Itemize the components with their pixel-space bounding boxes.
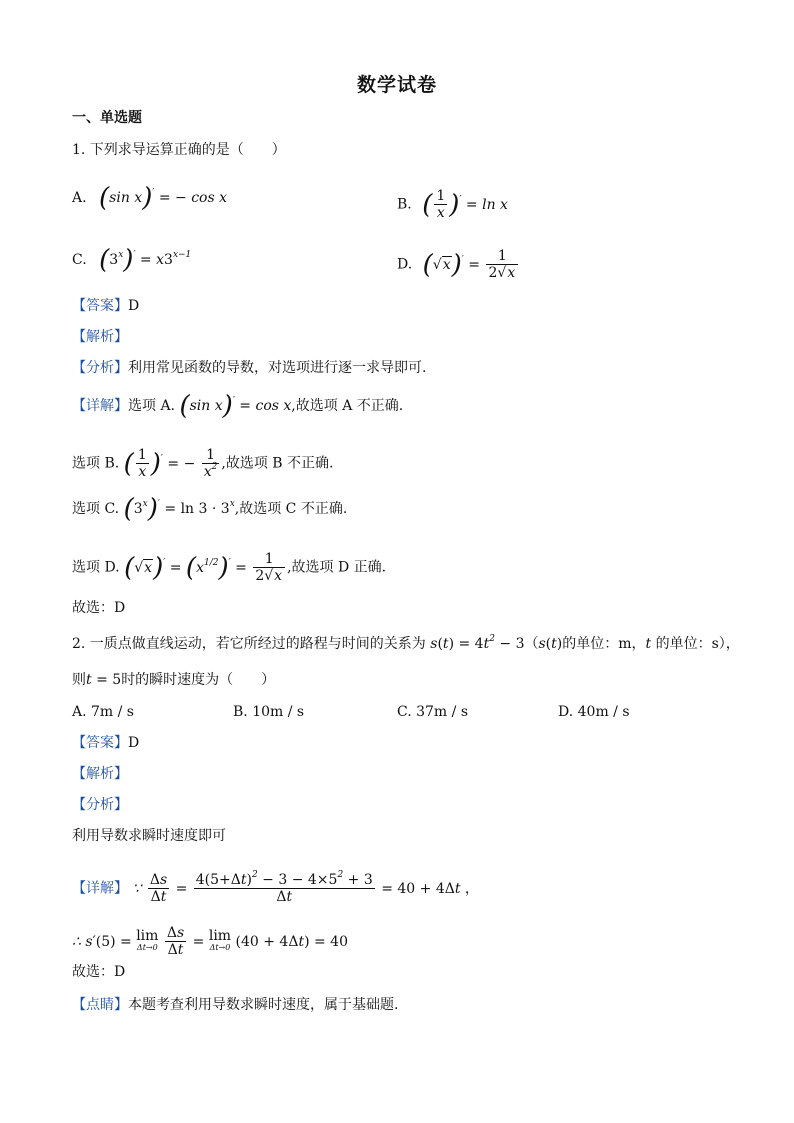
- q1-answer: [72, 296, 139, 316]
- q1-option-d-label: D.: [397, 256, 413, 273]
- q2-stem-unit: 的单位：m，: [562, 636, 646, 652]
- q1-analysis-tag: 【解析】: [72, 329, 128, 345]
- q1-option-a-label: A.: [72, 190, 87, 206]
- q1-option-c: C. $(3^x)' = x3^{x-1}$: [72, 245, 192, 275]
- q1-detail-a-post: ,故选项 A 不正确.: [291, 398, 404, 414]
- q1-option-a: A. (sin x)′ = − cos x: [72, 183, 228, 213]
- q2-choice: 故选：D: [72, 964, 126, 980]
- q1-detail-b-post: ,故选项 B 不正确.: [221, 455, 334, 472]
- q2-option-c: C. 37m / s: [397, 704, 469, 720]
- q1-detail-tag: 【详解】: [72, 398, 128, 414]
- q1-option-d: D. (√x)′ = $\frac{1}{2√x}$: [397, 248, 520, 281]
- q1-detail-b: 选项 B. ( $\frac{1}{x}$ )′ = − $\frac{1}{x^2}$ ,故选项 B 不正确.: [72, 447, 334, 480]
- q1-stem: 1. 下列求导运算正确的是（ ）: [72, 142, 286, 158]
- q2-dianjing-text: 本题考查利用导数求瞬时速度，属于基础题.: [128, 997, 399, 1013]
- q1-detail-a-pre: 选项 A.: [128, 398, 176, 414]
- q1-detail-b-pre: 选项 B.: [72, 455, 120, 472]
- q2-dianjing-tag: 【点睛】: [72, 997, 128, 1013]
- q1-option-c-label: C.: [72, 252, 87, 268]
- q2-analysis-tag: 【解析】: [72, 766, 128, 782]
- q2-stem2-pre: 则: [72, 672, 86, 688]
- q2-stem2-post: 时的瞬时速度为（ ）: [121, 672, 276, 688]
- q2-fenxi-tag: 【分析】: [72, 797, 128, 813]
- q2-answer: [72, 733, 139, 753]
- q1-detail-d: 选项 D. $(√x)' = (x^{1/2})'$ = $\frac{1}{2√x}$ ,故选项 D 正确.: [72, 551, 387, 584]
- q1-detail-a: 【详解】选项 A. (sin x)′ = cos x,故选项 A 不正确.: [72, 391, 404, 421]
- q1-answer-value: D: [128, 298, 140, 314]
- q1-detail-d-pre: 选项 D.: [72, 559, 120, 576]
- q1-option-b: B. ( $\frac{1}{x}$ )′ = ln x: [397, 188, 508, 221]
- q2-detail-tag: 【详解】: [72, 880, 128, 897]
- q2-stem: 2. 一质点做直线运动，若它所经过的路程与时间的关系为 $s(t) = 4t^2 - 3(s(t)$的单位：m，t 的单位：s），: [72, 634, 740, 652]
- q2-dianjing: [72, 995, 398, 1015]
- q1-detail-c-pre: 选项 C.: [72, 501, 120, 517]
- q2-answer-tag: 【答案】: [72, 735, 128, 751]
- q2-answer-value: D: [128, 735, 140, 751]
- q2-detail-1: 【详解】 ∵ $\frac{\Delta s}{\Delta t}$ = $\frac{4(5+\Delta t)^2 - 3 - 4\times 5^2 + 3}{\Delta t}$ = 40 + 4Δt ，: [72, 870, 479, 905]
- q1-detail-c: 选项 C. $(3^x)' = \ln 3 \cdot 3^x$,故选项 C 不正确.: [72, 494, 348, 524]
- q1-answer-tag: 【答案】: [72, 298, 128, 314]
- q2-option-a: A. 7m / s: [72, 704, 134, 720]
- q2-option-d: D. 40m / s: [558, 704, 630, 720]
- q1-fenxi-text: 利用常见函数的导数，对选项进行逐一求导即可.: [128, 360, 427, 376]
- q2-stem-unit2: 的单位：s），: [655, 636, 740, 652]
- q2-stem-mid: （: [524, 636, 539, 652]
- q2-stem-line2: 则t = 5时的瞬时速度为（ ）: [72, 672, 276, 688]
- q1-fenxi: [72, 358, 426, 378]
- section-heading: 一、单选题: [72, 110, 142, 126]
- q1-detail-c-post: ,故选项 C 不正确.: [234, 501, 348, 517]
- q1-fenxi-tag: 【分析】: [72, 360, 128, 376]
- q2-fenxi-text: 利用导数求瞬时速度即可: [72, 828, 226, 844]
- q2-stem-pre: 2. 一质点做直线运动，若它所经过的路程与时间的关系为: [72, 636, 426, 652]
- q2-detail-2: ∴ s′(5) = lim Δt→0 $\frac{\Delta s}{\Delta t}$ = lim Δt→0 (40 + 4Δt) = 40: [72, 925, 349, 958]
- q1-detail-d-post: ,故选项 D 正确.: [287, 559, 387, 576]
- q2-option-b: B. 10m / s: [233, 704, 305, 720]
- page-title: 数学试卷: [356, 74, 437, 96]
- q1-choice: 故选：D: [72, 600, 126, 616]
- q1-option-b-label: B.: [397, 196, 412, 213]
